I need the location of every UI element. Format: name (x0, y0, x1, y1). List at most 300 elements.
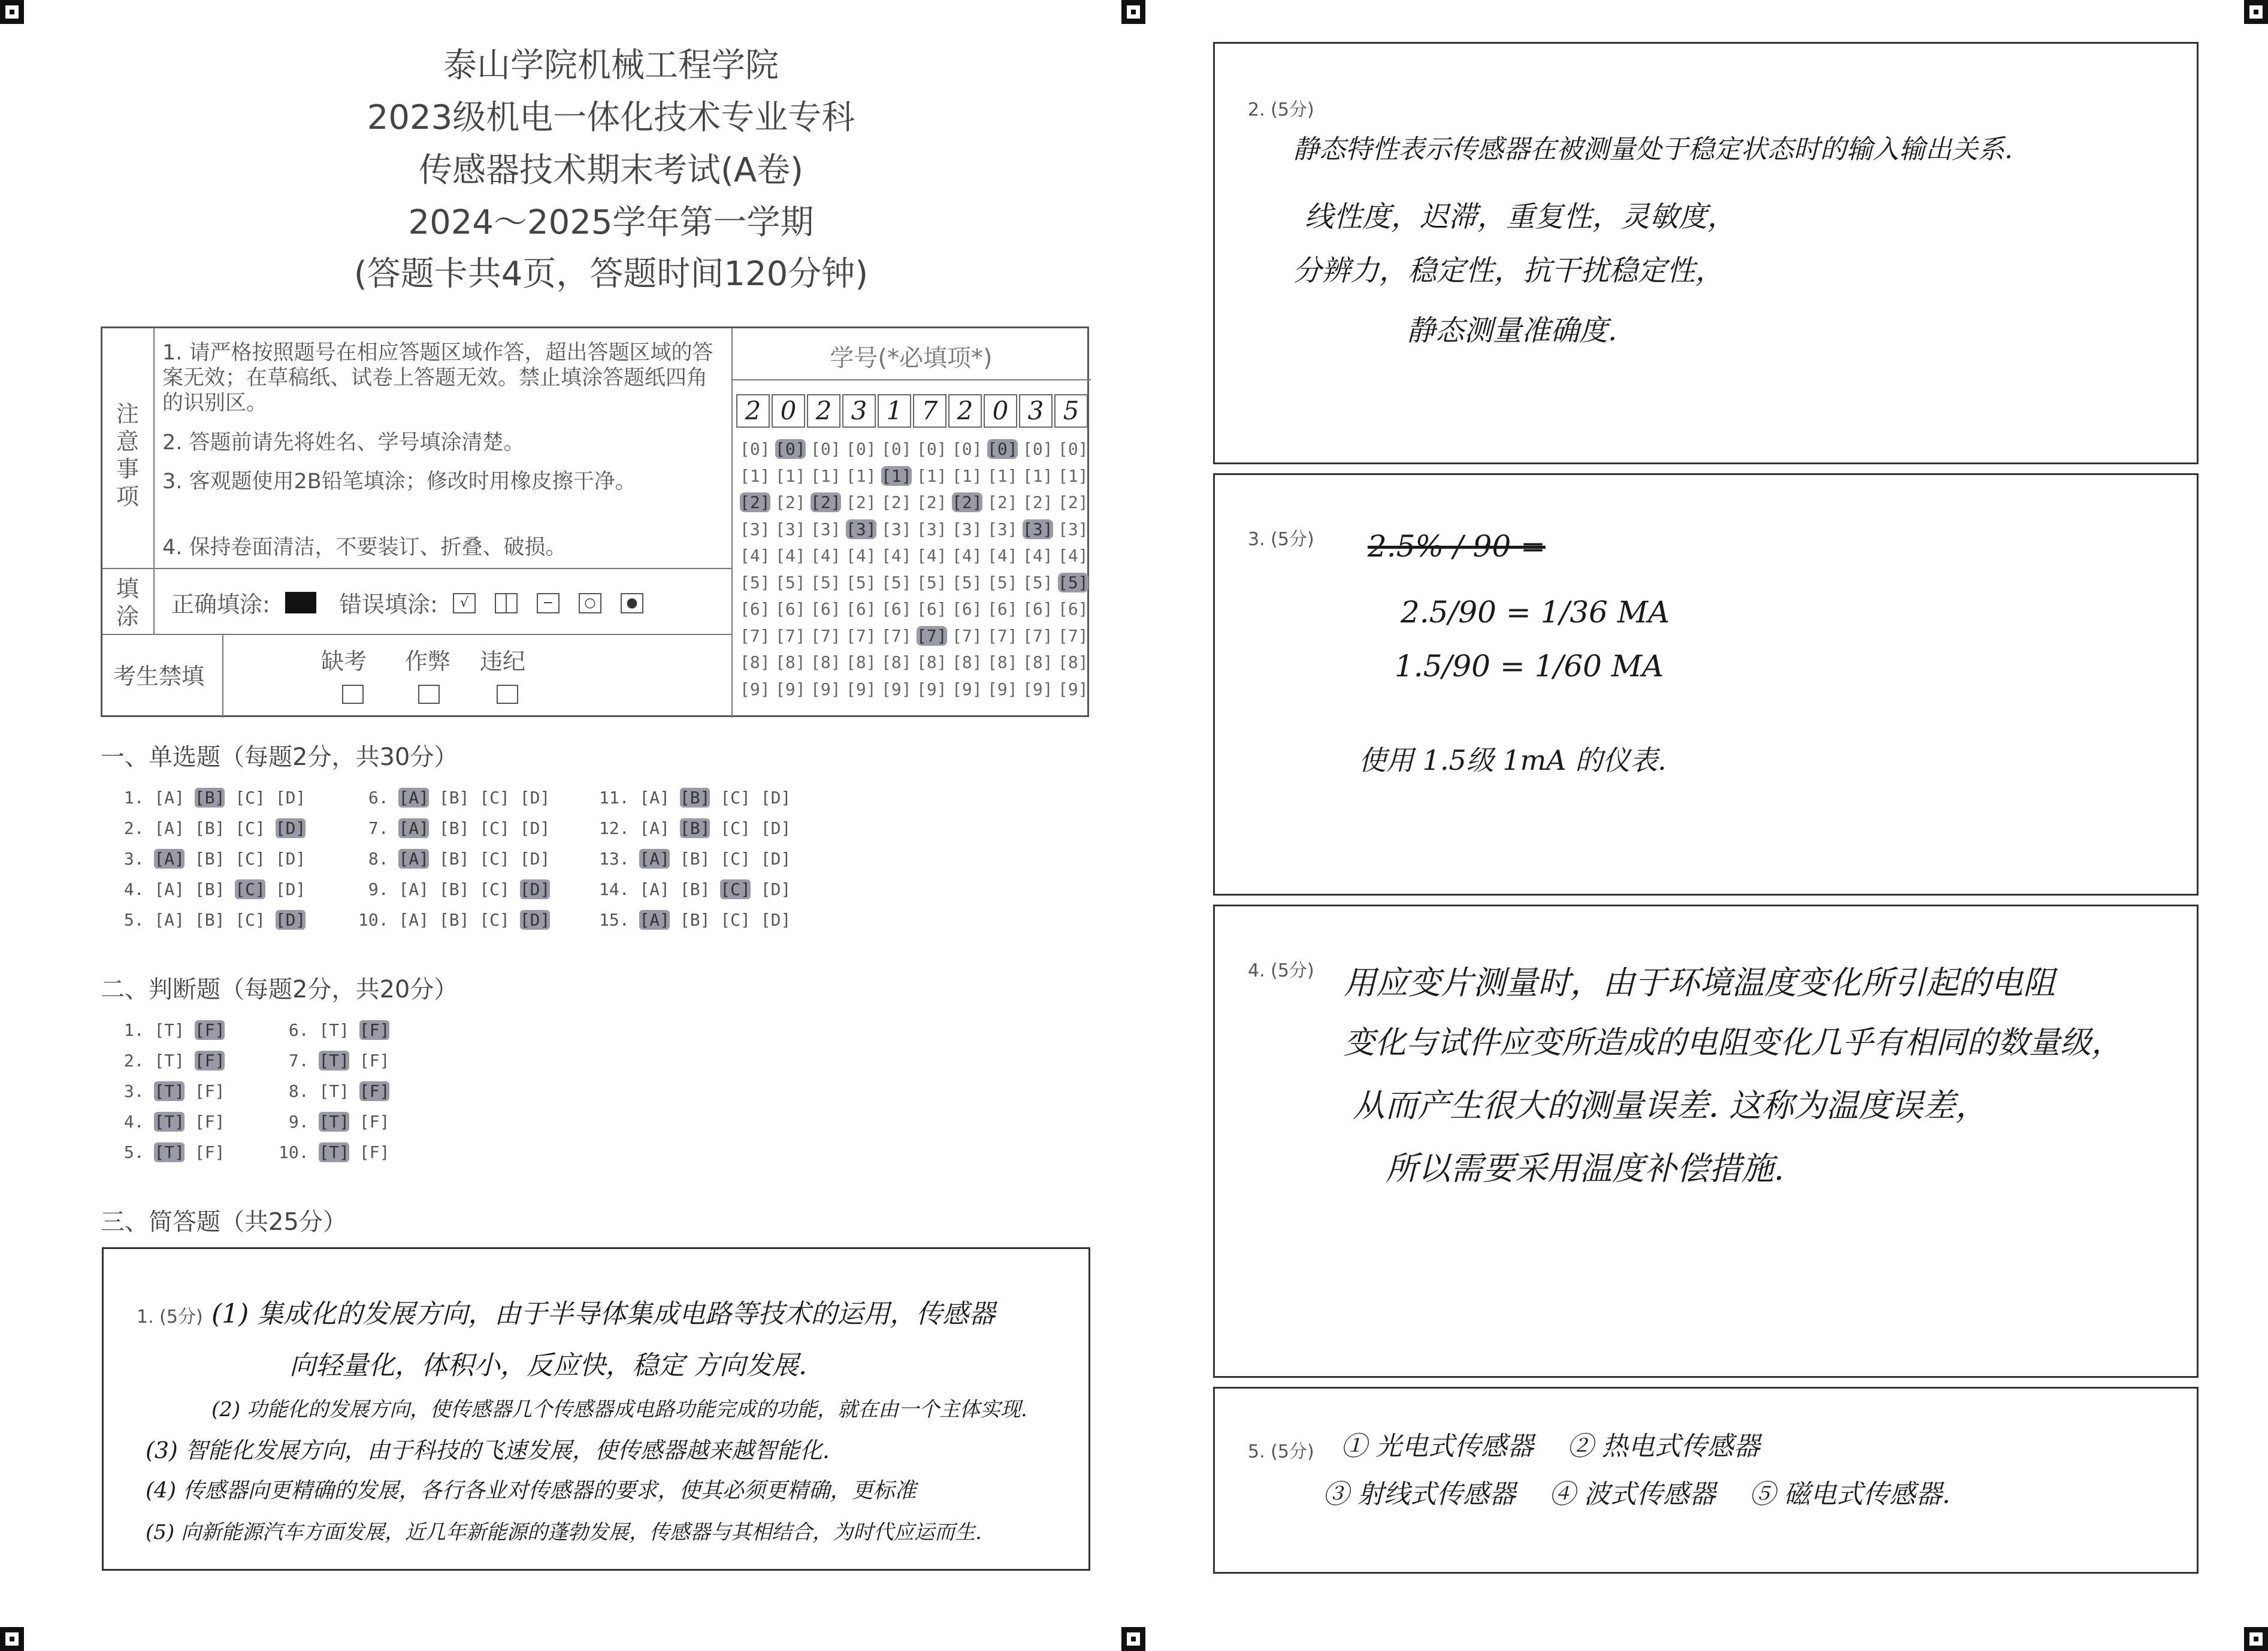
student-id-bubble[interactable]: [0] (952, 439, 982, 459)
choice-option[interactable]: [D] (760, 879, 791, 899)
student-id-bubble[interactable]: [0] (917, 439, 947, 459)
student-id-bubble[interactable]: [1] (846, 465, 876, 486)
section2-heading: 二、判断题（每题2分，共20分） (101, 976, 458, 1003)
single-choice-question[interactable] (599, 910, 801, 930)
choice-option[interactable]: [C] (235, 788, 265, 808)
choice-option[interactable]: [F] (359, 1081, 390, 1101)
student-id-bubble[interactable]: [9] (917, 679, 947, 699)
wrong-fill-check: √ (453, 593, 476, 613)
q1-label: 1. (5分) (137, 1307, 203, 1328)
question-number: 8. (279, 1081, 319, 1101)
student-id-digit: 5 (1054, 394, 1088, 428)
student-id-bubble[interactable]: [4] (881, 546, 912, 566)
student-id-bubble[interactable]: [3] (846, 519, 876, 539)
question-number: 5. (114, 1142, 155, 1162)
student-id-bubble[interactable]: [6] (740, 599, 770, 619)
student-id-bubble[interactable]: [0] (1023, 439, 1053, 459)
q3-line-3: 使用 1.5级 1mA 的仪表. (1359, 744, 1667, 776)
student-id-bubble[interactable]: [9] (811, 679, 841, 699)
choice-option[interactable]: [D] (275, 788, 306, 808)
choice-option[interactable]: [B] (679, 788, 710, 808)
true-false-question[interactable] (114, 1112, 235, 1132)
choice-option[interactable]: [D] (760, 910, 791, 930)
choice-option[interactable]: [A] (154, 910, 185, 930)
student-id-bubble[interactable]: [2] (881, 492, 912, 512)
choice-option[interactable]: [C] (720, 788, 751, 808)
student-id-bubble[interactable]: [3] (987, 519, 1018, 539)
choice-option[interactable]: [A] (398, 788, 430, 808)
student-id-bubble[interactable]: [3] (1058, 519, 1088, 539)
choice-option[interactable]: [T] (154, 1020, 185, 1040)
true-false-question[interactable] (279, 1142, 400, 1162)
choice-option[interactable]: [T] (154, 1142, 185, 1162)
question-number: 2. (114, 818, 155, 838)
student-id-bubble[interactable]: [0] (1058, 439, 1088, 459)
choice-option[interactable]: [A] (398, 849, 430, 869)
student-id-bubble[interactable]: [3] (881, 519, 912, 539)
q4-label: 4. (5分) (1248, 960, 1314, 981)
choice-option[interactable]: [C] (479, 879, 510, 899)
choice-option[interactable]: [A] (639, 849, 670, 869)
choice-option[interactable]: [B] (439, 849, 470, 869)
choice-option[interactable]: [A] (154, 788, 185, 808)
question-number: 2. (114, 1051, 155, 1071)
student-id-digit: 2 (807, 394, 840, 428)
student-id-bubble[interactable]: [6] (917, 599, 947, 619)
student-id-bubble[interactable]: [9] (740, 679, 770, 699)
student-id-bubble[interactable]: [8] (1023, 652, 1053, 672)
question-number: 9. (279, 1112, 319, 1132)
student-id-bubble[interactable]: [5] (1058, 572, 1088, 592)
student-id-bubble[interactable]: [1] (987, 465, 1018, 486)
question-number: 1. (114, 788, 155, 808)
student-id-bubble[interactable]: [2] (811, 492, 841, 512)
choice-option[interactable]: [D] (275, 910, 306, 930)
student-id-bubble[interactable]: [2] (1023, 492, 1053, 512)
q3-label: 3. (5分) (1248, 529, 1314, 550)
student-id-title: 学号(*必填项*) (830, 344, 993, 372)
choice-option[interactable]: [A] (398, 879, 430, 899)
answer-box-q3[interactable] (1213, 473, 2199, 896)
wrong-fill-half (495, 593, 518, 613)
choice-option[interactable]: [D] (519, 879, 551, 899)
question-number: 11. (599, 788, 640, 808)
q1-line-6: (5) 向新能源汽车方面发展，近几年新能源的蓬勃发展，传感器与其相结合，为时代应运而生. (146, 1520, 982, 1544)
student-id-bubble[interactable]: [0] (846, 439, 876, 459)
true-false-question[interactable] (279, 1051, 400, 1071)
choice-option[interactable]: [B] (194, 879, 225, 899)
student-id-bubble[interactable]: [7] (1058, 625, 1088, 646)
question-number: 12. (599, 818, 640, 838)
question-number: 4. (114, 1112, 155, 1132)
choice-option[interactable]: [T] (154, 1112, 185, 1132)
choice-option[interactable]: [F] (194, 1112, 225, 1132)
choice-option[interactable]: [C] (720, 818, 751, 838)
student-id-bubble[interactable]: [2] (846, 492, 876, 512)
question-number: 6. (358, 788, 399, 808)
choice-option[interactable]: [A] (154, 879, 185, 899)
examiner-checkbox-cheat[interactable] (418, 685, 440, 704)
choice-option[interactable]: [B] (679, 818, 710, 838)
student-id-bubble[interactable]: [6] (881, 599, 912, 619)
choice-option[interactable]: [A] (639, 910, 670, 930)
choice-option[interactable]: [F] (359, 1020, 390, 1040)
single-choice-question[interactable] (114, 849, 316, 869)
q5-line-1: ① 光电式传感器 ② 热电式传感器 (1341, 1431, 1760, 1462)
q4-line-2: 变化与试件应变所造成的电阻变化几乎有相同的数量级， (1344, 1025, 2123, 1061)
choice-option[interactable]: [C] (479, 788, 510, 808)
fill-label: 填涂 (116, 576, 139, 630)
true-false-question[interactable] (114, 1020, 235, 1040)
q1-line-5: (4) 传感器向更精确的发展，各行各业对传感器的要求，使其必须更精确，更标准 (146, 1478, 917, 1503)
student-id-bubble[interactable]: [2] (740, 492, 770, 512)
student-id-bubble[interactable]: [1] (881, 465, 912, 486)
student-id-bubble[interactable]: [3] (1023, 519, 1053, 539)
choice-option[interactable]: [B] (439, 910, 470, 930)
notice-item-2: 2. 答题前请先将姓名、学号填涂清楚。 (162, 431, 525, 455)
student-id-bubble[interactable]: [5] (846, 572, 876, 592)
student-id-bubble[interactable]: [7] (881, 625, 912, 646)
student-id-bubble[interactable]: [1] (740, 465, 770, 486)
student-id-bubble[interactable]: [2] (775, 492, 806, 512)
corner-marker-top-center (1121, 0, 1145, 24)
choice-option[interactable]: [F] (194, 1020, 225, 1040)
choice-option[interactable]: [F] (359, 1112, 390, 1132)
student-id-bubble[interactable]: [5] (881, 572, 912, 592)
choice-option[interactable]: [C] (479, 849, 510, 869)
student-id-bubble[interactable]: [0] (987, 439, 1018, 459)
choice-option[interactable]: [C] (235, 910, 265, 930)
choice-option[interactable]: [B] (194, 849, 225, 869)
student-id-bubble[interactable]: [3] (811, 519, 841, 539)
single-choice-question[interactable] (599, 818, 801, 838)
student-id-bubble[interactable]: [8] (775, 652, 806, 672)
question-number: 10. (279, 1142, 319, 1162)
choice-option[interactable]: [D] (760, 818, 791, 838)
single-choice-question[interactable] (114, 788, 316, 808)
q3-line-1: 2.5/90 = 1/36 MA (1401, 595, 1670, 630)
student-id-bubble[interactable]: [1] (1058, 465, 1088, 486)
true-false-question[interactable] (279, 1020, 400, 1040)
choice-option[interactable]: [C] (479, 818, 510, 838)
student-id-bubble[interactable]: [3] (740, 519, 770, 539)
choice-option[interactable]: [F] (194, 1081, 225, 1101)
q2-label: 2. (5分) (1248, 99, 1314, 120)
true-false-question[interactable] (114, 1081, 235, 1101)
student-id-bubble[interactable]: [1] (917, 465, 947, 486)
single-choice-question[interactable] (358, 818, 560, 838)
choice-option[interactable]: [F] (359, 1051, 390, 1071)
choice-option[interactable]: [A] (639, 788, 670, 808)
student-id-bubble[interactable]: [8] (1058, 652, 1088, 672)
choice-option[interactable]: [T] (154, 1081, 185, 1101)
question-number: 7. (358, 818, 399, 838)
choice-option[interactable]: [D] (519, 788, 551, 808)
choice-option[interactable]: [A] (154, 849, 185, 869)
q5-line-2: ③ 射线式传感器 ④ 波式传感器 ⑤ 磁电式传感器. (1323, 1479, 1951, 1510)
choice-option[interactable]: [C] (720, 910, 751, 930)
choice-option[interactable]: [D] (519, 818, 551, 838)
true-false-question[interactable] (114, 1051, 235, 1071)
student-id-digit: 3 (842, 394, 876, 428)
student-id-bubble[interactable]: [7] (811, 625, 841, 646)
student-id-bubble[interactable]: [2] (917, 492, 947, 512)
single-choice-question[interactable] (358, 849, 560, 869)
choice-option[interactable]: [D] (519, 910, 551, 930)
q2-line-4: 静态测量准确度. (1407, 314, 1617, 347)
student-id-bubble[interactable]: [7] (775, 625, 806, 646)
notice-table (101, 326, 1089, 717)
choice-option[interactable]: [B] (439, 879, 470, 899)
single-choice-question[interactable] (114, 879, 316, 899)
wrong-fill-label: 错误填涂: (339, 591, 438, 618)
choice-option[interactable]: [A] (398, 910, 430, 930)
answer-box-q4[interactable] (1213, 905, 2199, 1378)
student-id-bubble[interactable]: [5] (1023, 572, 1053, 592)
question-number: 3. (114, 1081, 155, 1101)
choice-option[interactable]: [C] (235, 849, 265, 869)
student-id-bubble[interactable]: [8] (952, 652, 982, 672)
corner-marker-bottom-center (1121, 1627, 1145, 1651)
question-number: 13. (599, 849, 640, 869)
single-choice-question[interactable] (358, 788, 560, 808)
student-id-bubble[interactable]: [3] (775, 519, 806, 539)
choice-option[interactable]: [B] (194, 910, 225, 930)
choice-option[interactable]: [T] (319, 1051, 350, 1071)
student-id-bubble[interactable]: [9] (881, 679, 912, 699)
true-false-question[interactable] (279, 1112, 400, 1132)
choice-option[interactable]: [A] (639, 818, 670, 838)
q1-line-1: (1) 集成化的发展方向，由于半导体集成电路等技术的运用，传感器 (211, 1299, 996, 1329)
choice-option[interactable]: [B] (194, 818, 225, 838)
examiner-checkbox-absent[interactable] (342, 685, 364, 704)
choice-option[interactable]: [F] (194, 1142, 225, 1162)
q1-line-3: (2) 功能化的发展方向，使传感器几个传感器成电路功能完成的功能，就在由一个主体实现. (211, 1398, 1027, 1422)
section3-heading: 三、简答题（共25分） (101, 1208, 347, 1236)
student-id-bubble[interactable]: [6] (811, 599, 841, 619)
student-id-bubble[interactable]: [2] (1058, 492, 1088, 512)
corner-marker-bottom-right (2244, 1627, 2268, 1651)
student-id-bubble[interactable]: [5] (740, 572, 770, 592)
choice-option[interactable]: [B] (679, 849, 710, 869)
q5-label: 5. (5分) (1248, 1441, 1314, 1462)
notice-item-4: 4. 保持卷面清洁，不要装订、折叠、破损。 (162, 536, 567, 560)
choice-option[interactable]: [B] (679, 879, 710, 899)
student-id-bubble[interactable]: [7] (740, 625, 770, 646)
student-id-bubble[interactable]: [3] (917, 519, 947, 539)
student-id-bubble[interactable]: [4] (811, 546, 841, 566)
correct-fill-label: 正确填涂: (171, 591, 270, 618)
choice-option[interactable]: [D] (275, 879, 306, 899)
single-choice-question[interactable] (358, 910, 560, 930)
student-id-bubble[interactable]: [6] (987, 599, 1018, 619)
student-id-bubble[interactable]: [6] (1058, 599, 1088, 619)
question-number: 1. (114, 1020, 155, 1040)
student-id-bubble[interactable]: [1] (1023, 465, 1053, 486)
choice-option[interactable]: [C] (235, 818, 265, 838)
q2-line-2: 线性度，迟滞，重复性，灵敏度， (1305, 200, 1737, 234)
student-id-bubble[interactable]: [3] (952, 519, 982, 539)
question-number: 3. (114, 849, 155, 869)
choice-option[interactable]: [C] (720, 879, 751, 899)
true-false-question[interactable] (279, 1081, 400, 1101)
student-id-bubble[interactable]: [1] (775, 465, 806, 486)
choice-option[interactable]: [C] (479, 910, 510, 930)
wrong-fill-dash: − (537, 593, 560, 613)
student-id-digit: 3 (1019, 394, 1053, 428)
student-id-bubble[interactable]: [1] (811, 465, 841, 486)
student-id-bubble[interactable]: [4] (1058, 546, 1088, 566)
student-id-digit: 2 (948, 394, 982, 428)
single-choice-question[interactable] (114, 818, 316, 838)
student-id-bubble[interactable]: [9] (952, 679, 982, 699)
student-id-bubble[interactable]: [8] (917, 652, 947, 672)
header-line-exam: 传感器技术期末考试(A卷) (418, 151, 803, 190)
student-id-bubble[interactable]: [4] (775, 546, 806, 566)
student-id-bubble[interactable]: [2] (987, 492, 1018, 512)
choice-option[interactable]: [A] (398, 818, 430, 838)
question-number: 8. (358, 849, 399, 869)
student-id-bubble[interactable]: [8] (881, 652, 912, 672)
choice-option[interactable]: [T] (319, 1112, 350, 1132)
student-id-bubble[interactable]: [8] (846, 652, 876, 672)
choice-option[interactable]: [T] (319, 1081, 350, 1101)
student-id-digit: 1 (878, 394, 911, 428)
student-id-bubble[interactable]: [4] (917, 546, 947, 566)
question-number: 5. (114, 910, 155, 930)
q1-line-2: 向轻量化，体积小，反应快，稳定 方向发展. (289, 1350, 807, 1381)
choice-option[interactable]: [F] (359, 1142, 390, 1162)
student-id-bubble[interactable]: [2] (952, 492, 982, 512)
question-number: 9. (358, 879, 399, 899)
correct-fill-sample (285, 592, 316, 613)
q4-line-3: 从而产生很大的测量误差. 这称为温度误差， (1353, 1087, 1988, 1124)
notice-label: 注意事项 (116, 401, 139, 510)
question-number: 10. (358, 910, 399, 930)
question-number: 6. (279, 1020, 319, 1040)
answer-box-q2[interactable] (1213, 42, 2199, 464)
single-choice-question[interactable] (114, 910, 316, 930)
single-choice-question[interactable] (599, 788, 801, 808)
wrong-fill-circle: ○ (579, 593, 601, 613)
choice-option[interactable]: [T] (154, 1051, 185, 1071)
choice-option[interactable]: [A] (154, 818, 185, 838)
student-id-bubble[interactable]: [8] (811, 652, 841, 672)
student-id-bubble[interactable]: [9] (775, 679, 806, 699)
student-id-bubble[interactable]: [8] (987, 652, 1018, 672)
header-line-info: (答题卡共4页，答题时间120分钟) (353, 255, 869, 294)
choice-option[interactable]: [T] (319, 1142, 350, 1162)
student-id-bubble[interactable]: [8] (740, 652, 770, 672)
student-id-bubble[interactable]: [0] (775, 439, 806, 459)
choice-option[interactable]: [F] (194, 1051, 225, 1071)
q2-line-1: 静态特性表示传感器在被测量处于稳定状态时的输入输出关系. (1293, 134, 2013, 165)
choice-option[interactable]: [B] (439, 818, 470, 838)
true-false-question[interactable] (114, 1142, 235, 1162)
q4-line-4: 所以需要采用温度补偿措施. (1386, 1150, 1785, 1187)
student-id-bubble[interactable]: [6] (846, 599, 876, 619)
single-choice-question[interactable] (599, 879, 801, 899)
wrong-fill-dot: ● (621, 593, 643, 613)
single-choice-question[interactable] (358, 879, 560, 899)
corner-marker-top-right (2244, 0, 2268, 24)
student-id-bubble[interactable]: [4] (952, 546, 982, 566)
student-id-bubble[interactable]: [4] (846, 546, 876, 566)
student-id-bubble[interactable]: [9] (1023, 679, 1053, 699)
student-id-bubble[interactable]: [5] (987, 572, 1018, 592)
q2-line-3: 分辨力，稳定性，抗干扰稳定性， (1293, 254, 1725, 288)
examiner-option-cheat: 作弊 (405, 648, 451, 675)
choice-option[interactable]: [B] (194, 788, 225, 808)
student-id-bubble[interactable]: [7] (987, 625, 1018, 646)
choice-option[interactable]: [D] (760, 788, 791, 808)
student-id-bubble[interactable]: [6] (952, 599, 982, 619)
answer-box-q1[interactable] (102, 1247, 1090, 1571)
choice-option[interactable]: [B] (679, 910, 710, 930)
student-id-digit: 2 (736, 394, 770, 428)
student-id-bubble[interactable]: [4] (987, 546, 1018, 566)
student-id-bubble[interactable]: [1] (952, 465, 982, 486)
notice-item-3: 3. 客观题使用2B铅笔填涂；修改时用橡皮擦干净。 (162, 470, 636, 494)
single-choice-question[interactable] (599, 849, 801, 869)
examiner-checkbox-violation[interactable] (497, 685, 518, 704)
student-id-bubble[interactable]: [5] (811, 572, 841, 592)
notice-item-1: 1. 请严格按照题号在相应答题区域作答，超出答题区域的答案无效；在草稿纸、试卷上答题无效。禁止填涂答题纸四角的识别区。 (162, 341, 713, 415)
choice-option[interactable]: [T] (319, 1020, 350, 1040)
question-number: 4. (114, 879, 155, 899)
corner-marker-top-left (0, 0, 24, 24)
answer-box-q5[interactable] (1213, 1387, 2199, 1574)
section1-heading: 一、单选题（每题2分，共30分） (101, 743, 458, 771)
student-id-bubble[interactable]: [9] (1058, 679, 1088, 699)
student-id-bubble[interactable]: [5] (917, 572, 947, 592)
choice-option[interactable]: [A] (639, 879, 670, 899)
student-id-bubble[interactable]: [7] (1023, 625, 1053, 646)
student-id-bubble[interactable]: [5] (952, 572, 982, 592)
examiner-option-violation: 违纪 (480, 648, 526, 675)
student-id-digit: 7 (913, 394, 946, 428)
student-id-bubble[interactable]: [9] (846, 679, 876, 699)
choice-option[interactable]: [C] (235, 879, 265, 899)
examiner-option-absent: 缺考 (321, 648, 367, 675)
student-id-bubble[interactable]: [6] (775, 599, 806, 619)
choice-option[interactable]: [D] (275, 818, 306, 838)
choice-option[interactable]: [D] (760, 849, 791, 869)
student-id-bubble[interactable]: [7] (846, 625, 876, 646)
student-id-bubble[interactable]: [4] (1023, 546, 1053, 566)
choice-option[interactable]: [C] (720, 849, 751, 869)
header-line-school: 泰山学院机械工程学院 (443, 46, 779, 85)
student-id-bubble[interactable]: [5] (775, 572, 806, 592)
header-line-term: 2024～2025学年第一学期 (408, 203, 814, 242)
choice-option[interactable]: [B] (439, 788, 470, 808)
student-id-bubble[interactable]: [0] (881, 439, 912, 459)
student-id-bubble[interactable]: [9] (987, 679, 1018, 699)
choice-option[interactable]: [D] (275, 849, 306, 869)
student-id-bubble[interactable]: [7] (917, 625, 947, 646)
student-id-bubble[interactable]: [0] (740, 439, 770, 459)
student-id-bubble[interactable]: [7] (952, 625, 982, 646)
choice-option[interactable]: [D] (519, 849, 551, 869)
student-id-bubble[interactable]: [6] (1023, 599, 1053, 619)
student-id-digit: 0 (984, 394, 1017, 428)
student-id-bubble[interactable]: [4] (740, 546, 770, 566)
examiner-label: 考生禁填 (113, 663, 205, 690)
student-id-bubble[interactable]: [0] (811, 439, 841, 459)
q4-line-1: 用应变片测量时，由于环境温度变化所引起的电阻 (1344, 964, 2055, 1002)
question-number: 7. (279, 1051, 319, 1071)
q3-line-2: 1.5/90 = 1/60 MA (1395, 649, 1664, 684)
